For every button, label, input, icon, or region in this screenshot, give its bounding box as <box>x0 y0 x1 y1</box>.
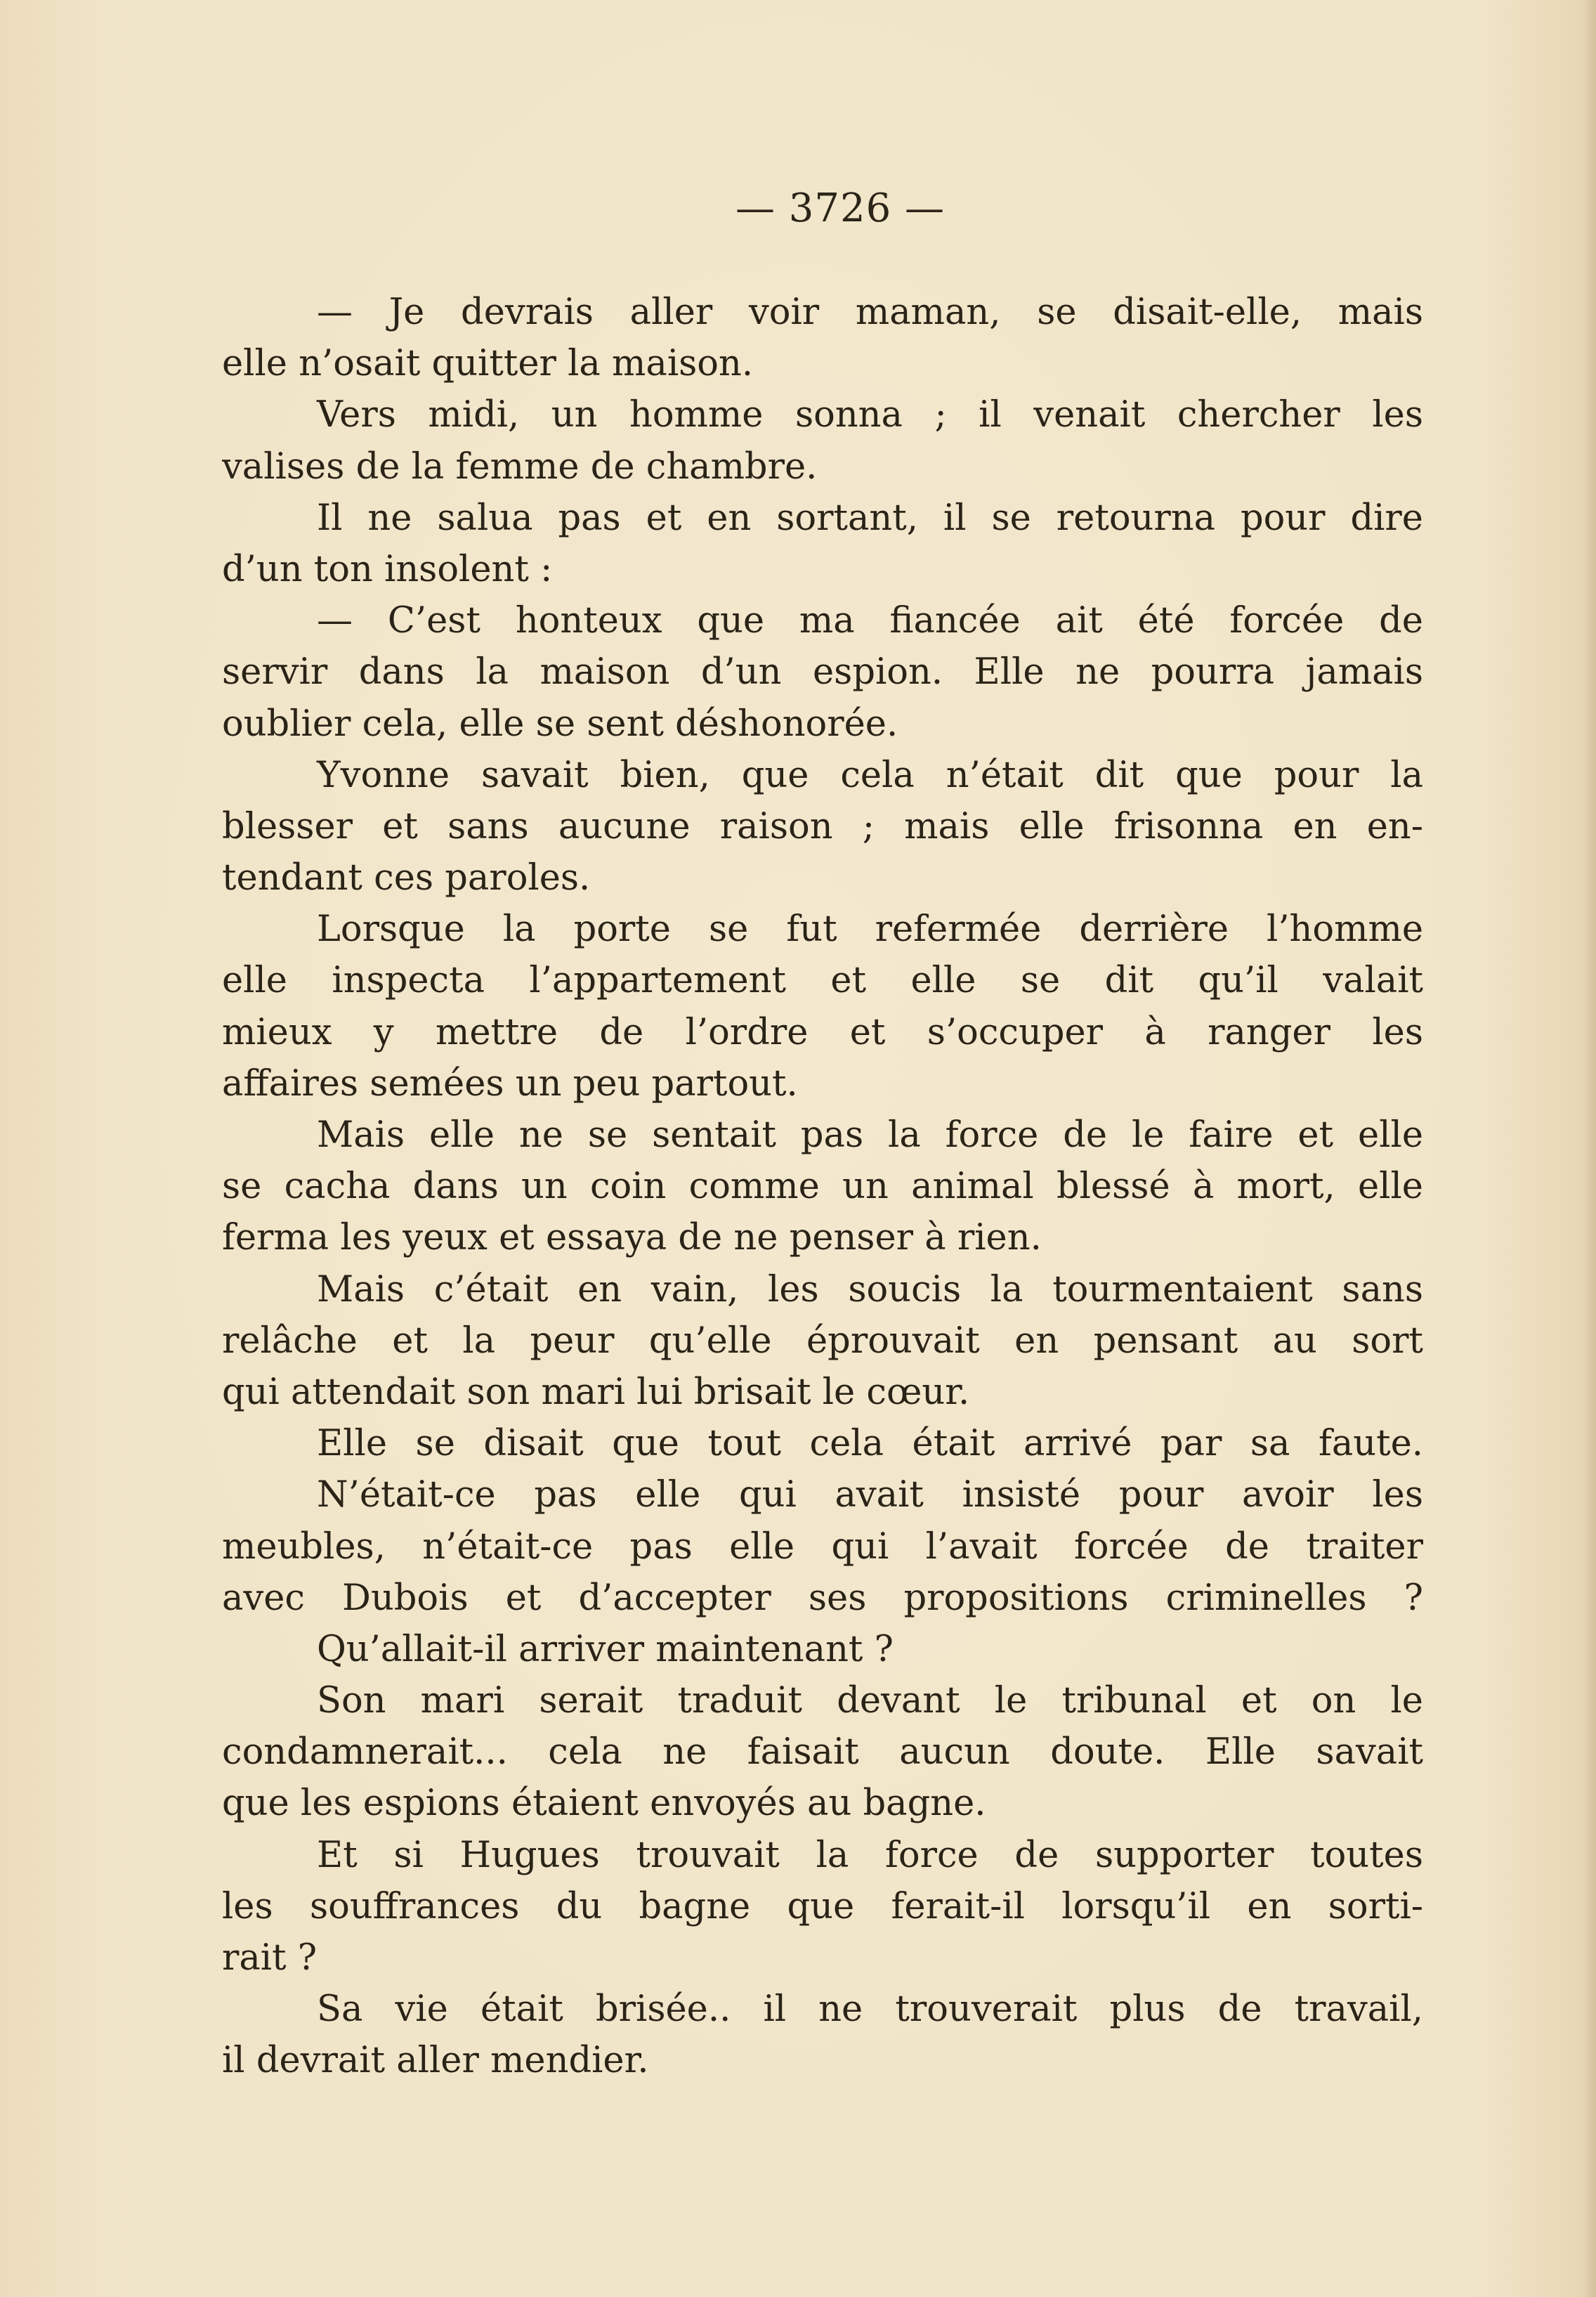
text-line: se cacha dans un coin comme un animal blessé à mort, elle <box>222 1166 1423 1208</box>
text-line: Son mari serait traduit devant le tribunal et on le <box>317 1680 1423 1722</box>
page-number: — 3726 — <box>735 186 946 231</box>
text-line: blesser et sans aucune raison ; mais elle frisonna en en- <box>222 805 1423 847</box>
text-line: ferma les yeux et essaya de ne penser à rien. <box>222 1217 1042 1259</box>
text-line: meubles, n’était-ce pas elle qui l’avait forcée de traiter <box>222 1525 1423 1568</box>
text-line: Et si Hugues trouvait la force de supporter toutes <box>317 1834 1423 1876</box>
text-line: mieux y mettre de l’ordre et s’occuper à ranger les <box>222 1011 1423 1053</box>
text-line: condamnerait... cela ne faisait aucun doute. Elle savait <box>222 1731 1423 1774</box>
text-line: relâche et la peur qu’elle éprouvait en pensant au sort <box>222 1320 1423 1362</box>
text-line: il devrait aller mendier. <box>222 2040 649 2082</box>
text-line: elle n’osait quitter la maison. <box>222 343 754 385</box>
text-line: qui attendait son mari lui brisait le cœur. <box>222 1371 970 1413</box>
text-line: Lorsque la porte se fut refermée derrière l’homme <box>317 909 1423 951</box>
text-line: que les espions étaient envoyés au bagne. <box>222 1783 986 1825</box>
text-line: rait ? <box>222 1937 318 1979</box>
text-line: les souffrances du bagne que ferait-il lorsqu’il en sorti- <box>222 1885 1423 1927</box>
text-line: — C’est honteux que ma fiancée ait été forcée de <box>317 600 1423 642</box>
text-line: Sa vie était brisée.. il ne trouverait plus de travail, <box>317 1989 1423 2031</box>
text-line: Mais elle ne se sentait pas la force de le faire et elle <box>317 1114 1423 1156</box>
page-edge-shadow <box>1582 0 1596 2297</box>
text-line: d’un ton insolent : <box>222 548 553 590</box>
text-line: Mais c’était en vain, les soucis la tourmentaient sans <box>317 1268 1423 1310</box>
body-text <box>222 287 1423 2087</box>
text-line: N’était-ce pas elle qui avait insisté pour avoir les <box>317 1474 1423 1516</box>
text-line: Il ne salua pas et en sortant, il se retourna pour dire <box>317 497 1423 539</box>
text-line: affaires semées un peu partout. <box>222 1062 798 1105</box>
text-line: tendant ces paroles. <box>222 857 591 899</box>
text-line: Vers midi, un homme sonna ; il venait chercher les <box>317 394 1423 436</box>
text-line: oublier cela, elle se sent déshonorée. <box>222 703 898 745</box>
text-line: Elle se disait que tout cela était arrivé par sa faute. <box>317 1423 1423 1465</box>
text-line: Yvonne savait bien, que cela n’était dit que pour la <box>317 754 1423 796</box>
text-line: — Je devrais aller voir maman, se disait-elle, mais <box>317 292 1423 333</box>
text-line: servir dans la maison d’un espion. Elle ne pourra jamais <box>222 651 1423 694</box>
text-line: Qu’allait-il arriver maintenant ? <box>317 1628 894 1670</box>
text-line: avec Dubois et d’accepter ses propositions criminelles ? <box>222 1577 1423 1619</box>
text-line: elle inspecta l’appartement et elle se dit qu’il valait <box>222 960 1423 1002</box>
text-line: valises de la femme de chambre. <box>222 445 818 488</box>
